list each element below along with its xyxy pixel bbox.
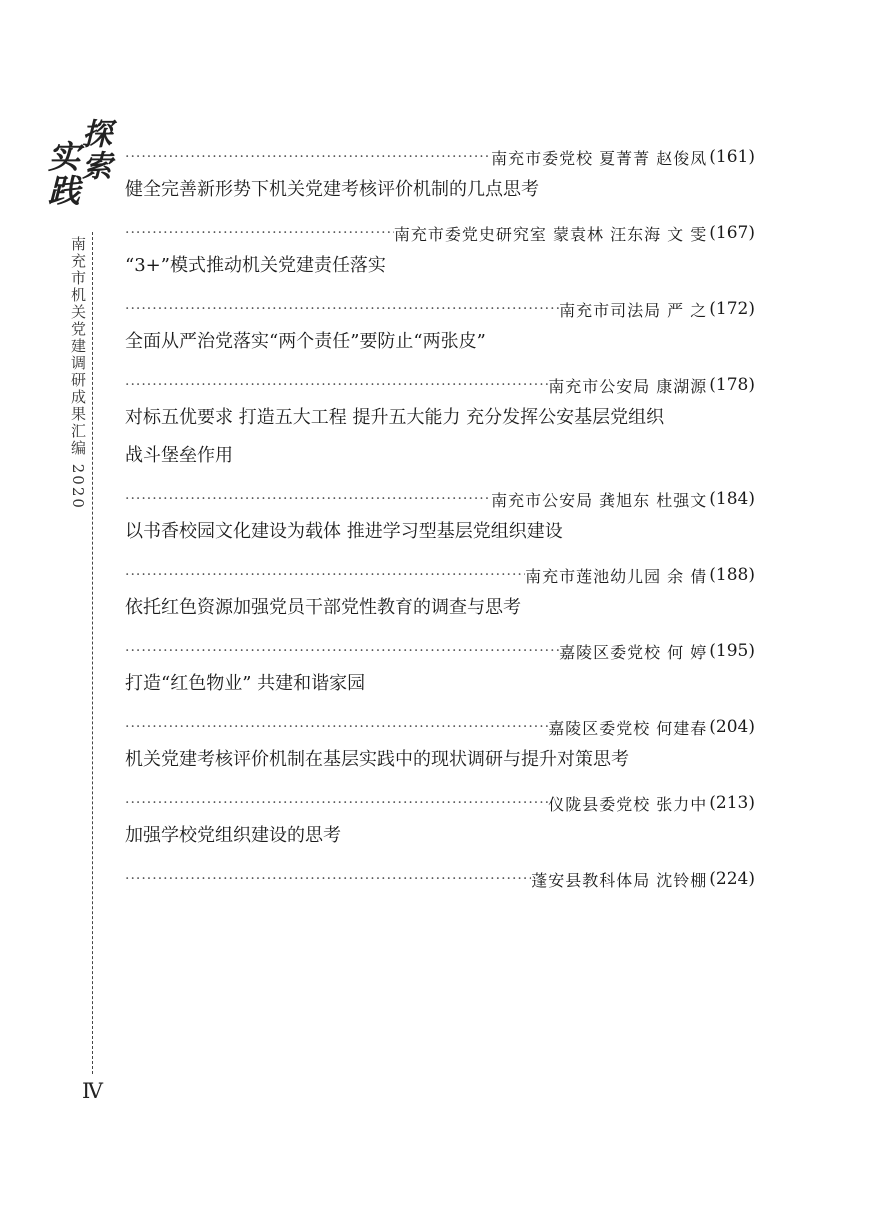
toc-entry-page: (204) <box>709 717 755 737</box>
dot-leader <box>125 491 491 507</box>
toc-entry-author: 仪陇县委党校 张力中 <box>548 794 708 814</box>
toc-entry-author: 南充市委党校 夏菁菁 赵俊凤 <box>491 148 708 168</box>
page-number: Ⅳ <box>82 1079 103 1103</box>
table-of-contents <box>125 138 755 898</box>
toc-entry-page: (178) <box>709 375 755 395</box>
toc-entry-line <box>125 556 755 594</box>
toc-entry-line <box>125 214 755 252</box>
dashed-divider <box>92 232 93 1074</box>
toc-entry-line <box>125 138 755 176</box>
dot-leader <box>125 643 559 659</box>
toc-entry-page: (172) <box>709 299 755 319</box>
toc-entry-author: 嘉陵区委党校 何建春 <box>548 718 708 738</box>
toc-entry-author: 南充市莲池幼儿园 余 倩 <box>525 566 708 586</box>
toc-entry-page: (224) <box>709 869 755 889</box>
brand-bottom-text: 实践 <box>43 140 81 208</box>
toc-entry-line <box>125 480 755 518</box>
toc-entry-title: 加强学校党组织建设的思考 <box>125 825 341 846</box>
dot-leader <box>125 225 394 241</box>
dot-leader <box>125 377 548 393</box>
toc-entry-title: 健全完善新形势下机关党建考核评价机制的几点思考 <box>125 179 539 200</box>
dot-leader <box>125 567 525 583</box>
sidebar <box>0 0 110 1228</box>
toc-entry-line <box>125 290 755 328</box>
toc-entry[interactable] <box>125 328 755 404</box>
toc-entry[interactable] <box>125 176 755 252</box>
toc-entry-page: (184) <box>709 489 755 509</box>
toc-entry[interactable] <box>125 822 755 898</box>
toc-entry[interactable] <box>125 518 755 594</box>
toc-entry-author: 南充市司法局 严 之 <box>559 300 708 320</box>
toc-entry-line <box>125 784 755 822</box>
toc-entry-author: 南充市公安局 龚旭东 杜强文 <box>491 490 708 510</box>
toc-entry-title: 依托红色资源加强党员干部党性教育的调查与思考 <box>125 597 521 618</box>
toc-entry-page: (161) <box>709 147 755 167</box>
dot-leader <box>125 795 548 811</box>
toc-entry-page: (213) <box>709 793 755 813</box>
toc-entry[interactable] <box>125 138 755 176</box>
toc-entry[interactable] <box>125 670 755 746</box>
toc-entry-line <box>125 366 755 404</box>
toc-entry-line <box>125 708 755 746</box>
dot-leader <box>125 871 531 887</box>
toc-entry[interactable] <box>125 594 755 670</box>
brand-top-text: 探索 <box>76 118 111 182</box>
toc-entry-page: (167) <box>709 223 755 243</box>
toc-entry-title: 对标五优要求 打造五大工程 提升五大能力 充分发挥公安基层党组织 <box>125 407 665 428</box>
toc-entry[interactable] <box>125 746 755 822</box>
dot-leader <box>125 149 491 165</box>
toc-entry-author: 南充市委党史研究室 蒙袁林 汪东海 文 雯 <box>393 224 708 244</box>
dot-leader <box>125 301 559 317</box>
toc-entry[interactable] <box>125 404 755 518</box>
toc-entry-author: 蓬安县教科体局 沈铃棚 <box>531 870 708 890</box>
toc-entry-author: 南充市公安局 康湖源 <box>548 376 708 396</box>
toc-entry-page: (195) <box>709 641 755 661</box>
toc-entry[interactable] <box>125 252 755 328</box>
toc-entry-title: 打造“红色物业” 共建和谐家园 <box>125 673 366 694</box>
toc-entry-line <box>125 860 755 898</box>
toc-entry-page: (188) <box>709 565 755 585</box>
toc-entry-title: 以书香校园文化建设为载体 推进学习型基层党组织建设 <box>125 521 563 542</box>
toc-entry-author: 嘉陵区委党校 何 婷 <box>559 642 708 662</box>
toc-entry-line <box>125 632 755 670</box>
book-title: 南充市机关党建调研成果汇编 2020 <box>69 236 87 510</box>
toc-entry-title: “3+”模式推动机关党建责任落实 <box>125 255 386 276</box>
toc-entry-title: 机关党建考核评价机制在基层实践中的现状调研与提升对策思考 <box>125 749 629 770</box>
dot-leader <box>125 719 548 735</box>
toc-entry-title: 全面从严治党落实“两个责任”要防止“两张皮” <box>125 331 486 352</box>
toc-entry-title: 战斗堡垒作用 <box>125 445 233 466</box>
series-logo <box>40 118 110 228</box>
